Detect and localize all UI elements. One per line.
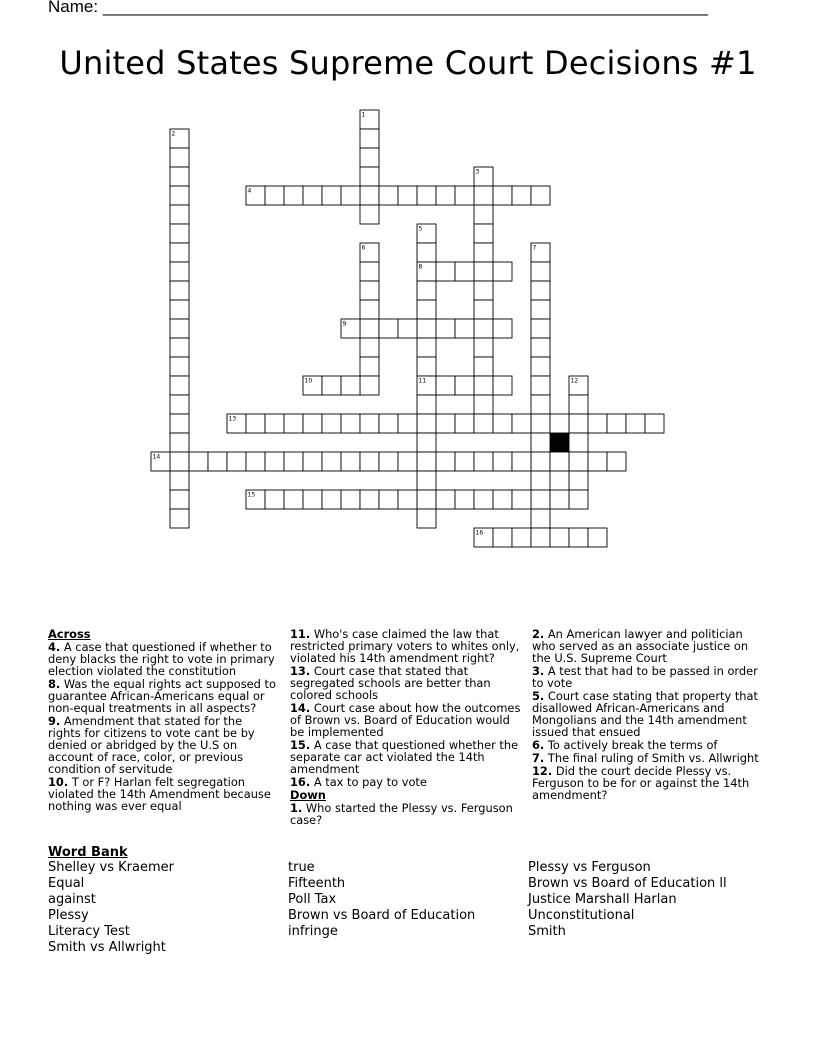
grid-number: 6: [361, 244, 366, 252]
grid-cell[interactable]: [474, 224, 493, 243]
across-clue-16: 16. A tax to pay to vote: [290, 775, 427, 789]
grid-cell[interactable]: [531, 452, 550, 471]
grid-cell[interactable]: [284, 414, 303, 433]
grid-cell[interactable]: [170, 300, 189, 319]
grid-cell[interactable]: [512, 452, 531, 471]
grid-number: 1: [361, 111, 366, 119]
grid-cell[interactable]: [455, 414, 474, 433]
word-bank-item: Justice Marshall Harlan: [528, 892, 677, 907]
grid-cell[interactable]: [379, 186, 398, 205]
grid-number: 11: [418, 377, 427, 385]
grid-cell[interactable]: [360, 452, 379, 471]
grid-cell[interactable]: [360, 338, 379, 357]
grid-cell[interactable]: [341, 376, 360, 395]
word-bank-item: Unconstitutional: [528, 908, 635, 923]
across-clue-15: 15. A case that questioned whether the separate car act violated the 14th amendment: [290, 738, 519, 776]
grid-cell[interactable]: [360, 376, 379, 395]
grid-cell[interactable]: [360, 205, 379, 224]
grid-cell[interactable]: [531, 490, 550, 509]
grid-cell[interactable]: [474, 338, 493, 357]
across-clue-9: 9. Amendment that stated for the rights for citizens to vote cant be by denied or abridged by the U.S on account of race, color, or previous condition of servitude: [48, 714, 255, 776]
grid-cell[interactable]: [512, 528, 531, 547]
grid-number: 9: [342, 320, 347, 328]
grid-cell[interactable]: [588, 414, 607, 433]
grid-cell[interactable]: [360, 129, 379, 148]
grid-cell[interactable]: [493, 186, 512, 205]
grid-cell[interactable]: [170, 224, 189, 243]
grid-cell[interactable]: [417, 243, 436, 262]
grid-cell[interactable]: [607, 452, 626, 471]
grid-cell[interactable]: [531, 319, 550, 338]
grid-cell[interactable]: [170, 338, 189, 357]
grid-cell[interactable]: [417, 186, 436, 205]
grid-cell[interactable]: [436, 452, 455, 471]
across-clue-13: 13. Court case that stated that segregated schools are better than colored schools: [290, 664, 491, 702]
word-bank-item: Smith vs Allwright: [48, 940, 166, 955]
grid-cell[interactable]: [417, 490, 436, 509]
grid-cell[interactable]: [170, 509, 189, 528]
grid-cell[interactable]: [474, 490, 493, 509]
word-bank-item: Equal: [48, 876, 85, 891]
grid-cell[interactable]: [436, 414, 455, 433]
grid-cell[interactable]: [531, 376, 550, 395]
grid-cell[interactable]: [493, 319, 512, 338]
grid-cell[interactable]: [360, 319, 379, 338]
grid-cell[interactable]: [246, 414, 265, 433]
grid-cell[interactable]: [474, 452, 493, 471]
word-bank-item: against: [48, 892, 96, 907]
grid-cell[interactable]: [550, 490, 569, 509]
grid-number: 15: [247, 491, 256, 499]
down-clue-12: 12. Did the court decide Plessy vs. Ferguson to be for or against the 14th amendment?: [532, 764, 750, 802]
grid-cell[interactable]: [531, 300, 550, 319]
clues-column-3: [532, 628, 768, 802]
grid-cell[interactable]: [436, 376, 455, 395]
grid-cell[interactable]: [455, 490, 474, 509]
grid-cell[interactable]: [170, 281, 189, 300]
grid-cell[interactable]: [436, 186, 455, 205]
grid-cell[interactable]: [170, 262, 189, 281]
grid-cell[interactable]: [303, 490, 322, 509]
grid-cell[interactable]: [341, 490, 360, 509]
grid-cell[interactable]: [322, 490, 341, 509]
grid-cell[interactable]: [493, 452, 512, 471]
grid-number: 12: [570, 377, 579, 385]
grid-cell[interactable]: [170, 452, 189, 471]
grid-cell[interactable]: [569, 395, 588, 414]
grid-cell[interactable]: [303, 452, 322, 471]
grid-cell[interactable]: [550, 452, 569, 471]
grid-cell[interactable]: [588, 452, 607, 471]
name-label: Name:: [48, 0, 99, 16]
grid-cell[interactable]: [398, 186, 417, 205]
grid-cell[interactable]: [417, 471, 436, 490]
grid-cell[interactable]: [645, 414, 664, 433]
grid-cell[interactable]: [569, 414, 588, 433]
page-title: United States Supreme Court Decisions #1: [59, 44, 757, 82]
grid-cell[interactable]: [531, 528, 550, 547]
name-blank-line: ________________________________________________________________: [102, 0, 708, 16]
grid-number: 5: [418, 225, 423, 233]
grid-cell[interactable]: [417, 319, 436, 338]
grid-cell[interactable]: [493, 414, 512, 433]
grid-cell[interactable]: [170, 433, 189, 452]
grid-cell[interactable]: [417, 357, 436, 376]
grid-cell[interactable]: [493, 376, 512, 395]
grid-cell[interactable]: [170, 471, 189, 490]
across-clue-8: 8. Was the equal rights act supposed to guarantee African-Americans equal or non-equal treatments in all aspects?: [48, 677, 276, 715]
grid-cell[interactable]: [588, 528, 607, 547]
grid-cell[interactable]: [246, 452, 265, 471]
grid-number: 13: [228, 415, 237, 423]
grid-cell[interactable]: [417, 414, 436, 433]
grid-cell[interactable]: [170, 395, 189, 414]
grid-cell[interactable]: [189, 452, 208, 471]
grid-cell[interactable]: [474, 205, 493, 224]
grid-cell[interactable]: [474, 186, 493, 205]
down-clue-2: 2. An American lawyer and politician who served as an associate justice on the U.S. Supreme Court: [532, 627, 749, 665]
grid-number: 14: [152, 453, 161, 461]
grid-cell[interactable]: [512, 186, 531, 205]
grid-cell[interactable]: [398, 414, 417, 433]
grid-number: 3: [475, 168, 480, 176]
word-bank-item: true: [288, 860, 315, 875]
grid-cell[interactable]: [322, 376, 341, 395]
grid-cell[interactable]: [170, 357, 189, 376]
grid-cell[interactable]: [531, 395, 550, 414]
word-bank-column-2: [288, 860, 475, 940]
across-clue-14: 14. Court case about how the outcomes of Brown vs. Board of Education would be implemented: [290, 701, 521, 739]
grid-cell[interactable]: [417, 509, 436, 528]
word-bank-item: Brown vs Board of Education: [288, 908, 476, 923]
grid-cell[interactable]: [170, 319, 189, 338]
down-clue-3: 3. A test that had to be passed in order to vote: [532, 664, 758, 690]
grid-cell[interactable]: [417, 395, 436, 414]
grid-cell[interactable]: [569, 490, 588, 509]
grid-cell[interactable]: [170, 167, 189, 186]
grid-cell[interactable]: [227, 452, 246, 471]
grid-cell[interactable]: [569, 433, 588, 452]
word-bank-item: Poll Tax: [288, 892, 337, 907]
grid-cell[interactable]: [170, 243, 189, 262]
grid-cell[interactable]: [455, 319, 474, 338]
down-clue-7: 7. The final ruling of Smith vs. Allwright: [532, 751, 759, 765]
grid-cell[interactable]: [417, 433, 436, 452]
word-bank-item: Fifteenth: [288, 876, 346, 891]
grid-cell[interactable]: [569, 528, 588, 547]
grid-number: 8: [418, 263, 423, 271]
grid-cell[interactable]: [474, 262, 493, 281]
grid-cell[interactable]: [398, 490, 417, 509]
across-clue-11: 11. Who's case claimed the law that restricted primary voters to whites only, violated his 14th amendment right?: [290, 627, 520, 665]
grid-cell[interactable]: [531, 414, 550, 433]
grid-cell[interactable]: [474, 376, 493, 395]
word-bank-item: Plessy vs Ferguson: [528, 860, 651, 875]
grid-cell[interactable]: [531, 186, 550, 205]
grid-cell[interactable]: [208, 452, 227, 471]
grid-cell[interactable]: [360, 357, 379, 376]
across-heading: Across: [48, 627, 91, 641]
word-bank-column-3: [528, 860, 727, 940]
grid-cell[interactable]: [170, 205, 189, 224]
down-clue-6: 6. To actively break the terms of: [532, 738, 718, 752]
grid-cell[interactable]: [607, 414, 626, 433]
grid-cell[interactable]: [474, 281, 493, 300]
grid-number: 16: [475, 529, 484, 537]
grid-cell[interactable]: [531, 262, 550, 281]
word-bank-item: Plessy: [48, 908, 89, 923]
grid-number: 2: [171, 130, 176, 138]
grid-cell[interactable]: [284, 452, 303, 471]
grid-cell[interactable]: [379, 452, 398, 471]
grid-cell[interactable]: [284, 186, 303, 205]
grid-cell[interactable]: [170, 414, 189, 433]
grid-cell[interactable]: [360, 281, 379, 300]
grid-cell[interactable]: [531, 509, 550, 528]
grid-number: 10: [304, 377, 313, 385]
grid-cell[interactable]: [474, 300, 493, 319]
grid-cell[interactable]: [569, 452, 588, 471]
grid-cell[interactable]: [474, 243, 493, 262]
grid-cell[interactable]: [455, 452, 474, 471]
clues-column-2: [290, 628, 522, 827]
down-clue-1: 1. Who started the Plessy vs. Ferguson case?: [290, 801, 513, 827]
across-clue-4: 4. A case that questioned if whether to deny blacks the right to vote in primary election violated the constitution: [48, 640, 275, 678]
grid-cell[interactable]: [341, 186, 360, 205]
grid-cell[interactable]: [512, 490, 531, 509]
grid-cell[interactable]: [170, 148, 189, 167]
grid-cell[interactable]: [322, 414, 341, 433]
grid-cell[interactable]: [455, 376, 474, 395]
grid-cell[interactable]: [360, 148, 379, 167]
grid-cell[interactable]: [493, 528, 512, 547]
grid-cell[interactable]: [360, 262, 379, 281]
word-bank-column-1: [48, 860, 174, 956]
grid-cell[interactable]: [531, 357, 550, 376]
grid-cell[interactable]: [417, 300, 436, 319]
grid-cell[interactable]: [455, 186, 474, 205]
grid-cell[interactable]: [474, 357, 493, 376]
grid-cell[interactable]: [341, 452, 360, 471]
grid-cell[interactable]: [379, 414, 398, 433]
grid-cell[interactable]: [493, 262, 512, 281]
grid-cell[interactable]: [569, 471, 588, 490]
grid-cell[interactable]: [417, 281, 436, 300]
grid-cell[interactable]: [455, 262, 474, 281]
word-bank-item: Brown vs Board of Education ll: [528, 876, 727, 891]
grid-cell[interactable]: [265, 186, 284, 205]
grid-cell[interactable]: [265, 490, 284, 509]
grid-cell[interactable]: [170, 376, 189, 395]
grid-cell[interactable]: [436, 319, 455, 338]
grid-cell[interactable]: [284, 490, 303, 509]
grid-cell[interactable]: [360, 167, 379, 186]
grid-cell[interactable]: [417, 452, 436, 471]
grid-cell[interactable]: [322, 452, 341, 471]
grid-cell[interactable]: [531, 281, 550, 300]
clues-column-1: [48, 628, 276, 813]
grid-cell[interactable]: [322, 186, 341, 205]
word-bank-heading: Word Bank: [48, 845, 128, 860]
grid-cell[interactable]: [531, 338, 550, 357]
grid-cell[interactable]: [474, 414, 493, 433]
grid-cell[interactable]: [303, 414, 322, 433]
grid-cell[interactable]: [360, 414, 379, 433]
grid-cell[interactable]: [512, 414, 531, 433]
grid-cell[interactable]: [417, 338, 436, 357]
grid-cell[interactable]: [341, 414, 360, 433]
grid-cell[interactable]: [474, 319, 493, 338]
grid-cell[interactable]: [360, 300, 379, 319]
grid-cell[interactable]: [303, 186, 322, 205]
grid-cell[interactable]: [474, 395, 493, 414]
grid-cell[interactable]: [436, 490, 455, 509]
grid-number: 7: [532, 244, 537, 252]
grid-cell[interactable]: [379, 490, 398, 509]
down-clue-5: 5. Court case stating that property that disallowed African-Americans and Mongolians and the 14th amendment issued that ensued: [532, 689, 758, 739]
grid-cell[interactable]: [398, 319, 417, 338]
down-heading: Down: [290, 788, 326, 802]
word-bank-item: Smith: [528, 924, 566, 939]
grid-cell[interactable]: [436, 262, 455, 281]
grid-cell[interactable]: [170, 490, 189, 509]
grid-cell[interactable]: [531, 433, 550, 452]
grid-cell[interactable]: [550, 528, 569, 547]
grid-cell[interactable]: [626, 414, 645, 433]
word-bank-item: Shelley vs Kraemer: [48, 860, 174, 875]
word-bank-item: infringe: [288, 924, 338, 939]
grid-cell[interactable]: [170, 186, 189, 205]
grid-cell[interactable]: [265, 452, 284, 471]
grid-cell[interactable]: [531, 471, 550, 490]
across-clue-10: 10. T or F? Harlan felt segregation violated the 14th Amendment because nothing was ever equal: [48, 775, 271, 813]
grid-cell[interactable]: [379, 319, 398, 338]
grid-cell[interactable]: [493, 490, 512, 509]
grid-cell[interactable]: [265, 414, 284, 433]
grid-cell[interactable]: [360, 186, 379, 205]
grid-cell[interactable]: [550, 414, 569, 433]
grid-number: 4: [247, 187, 252, 195]
word-bank-item: Literacy Test: [48, 924, 130, 939]
black-cell: [550, 433, 569, 452]
grid-cell[interactable]: [360, 490, 379, 509]
grid-cell[interactable]: [398, 452, 417, 471]
